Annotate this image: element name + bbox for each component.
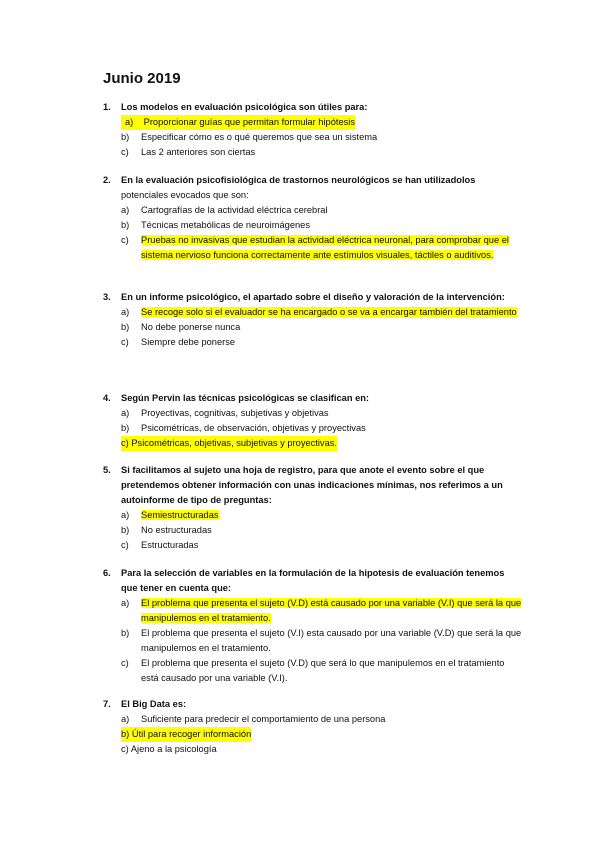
option-b (103, 626, 523, 656)
option-letter: b) (121, 220, 130, 230)
option-letter: a) (121, 205, 130, 215)
option-letter: a) (121, 307, 130, 317)
option-letter: c) (121, 147, 129, 157)
question-text: Si facilitamos al sujeto una hoja de registro, para que anote el evento sobre el que pretendemos obtener información con unas indicaciones mínimas, nos referimos a un autoinforme de tipo de preguntas: (121, 465, 503, 505)
option-text: Se recoge solo si el evaluador se ha encargado o se va a encargar también del tratamiento (141, 307, 517, 317)
option-b (103, 320, 523, 335)
question-number: 2. (103, 175, 111, 185)
question-1 (103, 100, 523, 160)
option-a (103, 203, 523, 218)
option-text: Siempre debe ponerse (141, 337, 236, 347)
option-letter: b) (121, 628, 130, 638)
question-3 (103, 290, 523, 350)
option-c (103, 656, 523, 686)
option-b (103, 130, 523, 145)
option-text: No estructuradas (141, 525, 212, 535)
option-c (103, 742, 523, 757)
option-text: El problema que presenta el sujeto (V.D) que será lo que manipulemos en el tratamiento está causado por una variable (V.I). (141, 658, 505, 683)
question-text: En la evaluación psicofisiológica de trastornos neurológicos se han utilizadolos (121, 175, 476, 185)
option-c (103, 145, 523, 160)
option-letter: c) (121, 438, 129, 448)
question-2 (103, 173, 523, 263)
option-text: Las 2 anteriores son ciertas (141, 147, 256, 157)
option-text: Pruebas no invasivas que estudian la actividad eléctrica neuronal, para comprobar que el sistema nervioso funciona correctamente ante estímulos visuales, táctiles o auditivos. (141, 235, 509, 260)
option-letter: a) (121, 714, 130, 724)
option-letter: c) (121, 540, 129, 550)
option-letter: c) (121, 658, 129, 668)
option-letter: a) (121, 408, 130, 418)
option-letter: b) (121, 132, 130, 142)
question-number: 5. (103, 465, 111, 475)
option-text: Proyectivas, cognitivas, subjetivas y objetivas (141, 408, 329, 418)
page-title: Junio 2019 (103, 70, 181, 87)
option-text: Suficiente para predecir el comportamiento de una persona (141, 714, 386, 724)
option-letter: c) (121, 235, 129, 245)
question-number: 3. (103, 292, 111, 302)
option-a (103, 712, 523, 727)
option-text: Cartografías de la actividad eléctrica cerebral (141, 205, 328, 215)
option-text: No debe ponerse nunca (141, 322, 241, 332)
option-text: Ajeno a la psicología (130, 744, 217, 754)
option-text: Útil para recoger información (131, 729, 252, 739)
option-text: Semiestructuradas (141, 510, 219, 520)
question-number: 4. (103, 393, 111, 403)
option-text: El problema que presenta el sujeto (V.D) está causado por una variable (V.I) que será la que manipulemos en el tratamiento. (141, 598, 522, 623)
option-letter: a) (121, 510, 130, 520)
question-text-continued: potenciales evocados que son: (121, 190, 249, 200)
option-letter: c) (121, 744, 129, 754)
option-c (103, 538, 523, 553)
option-text: Técnicas metabólicas de neuroimágenes (141, 220, 310, 230)
option-c (103, 233, 523, 263)
option-b (103, 218, 523, 233)
question-text: Los modelos en evaluación psicológica son útiles para: (121, 102, 368, 112)
option-a (103, 406, 523, 421)
option-c (103, 436, 523, 451)
option-letter: b) (121, 423, 130, 433)
option-letter: b) (121, 322, 130, 332)
option-letter: a) (121, 598, 130, 608)
option-letter: a) (125, 117, 134, 127)
question-4 (103, 391, 523, 451)
option-a (103, 305, 523, 320)
option-a (103, 508, 523, 523)
option-c (103, 335, 523, 350)
question-6 (103, 566, 523, 686)
option-b (103, 523, 523, 538)
question-text: En un informe psicológico, el apartado sobre el diseño y valoración de la intervención: (121, 292, 505, 302)
option-text: Psicométricas, objetivas, subjetivas y proyectivas. (131, 438, 337, 448)
question-number: 1. (103, 102, 111, 112)
option-b (103, 727, 523, 742)
question-text: El Big Data es: (121, 699, 187, 709)
option-text: Especificar cómo es o qué queremos que sea un sistema (141, 132, 378, 142)
question-7 (103, 697, 523, 757)
option-letter: b) (121, 729, 130, 739)
question-number: 6. (103, 568, 111, 578)
question-text: Según Pervin las técnicas psicológicas se clasifican en: (121, 393, 370, 403)
option-letter: b) (121, 525, 130, 535)
question-5 (103, 463, 523, 553)
option-b (103, 421, 523, 436)
question-text: Para la selección de variables en la formulación de la hipotesis de evaluación tenemos que tener en cuenta que: (121, 568, 505, 593)
question-number: 7. (103, 699, 111, 709)
option-text: Estructuradas (141, 540, 199, 550)
option-a (103, 115, 523, 130)
option-text: Proporcionar guías que permitan formular hipótesis (143, 117, 355, 127)
option-text: El problema que presenta el sujeto (V.I) esta causado por una variable (V.D) que será la que manipulemos en el tratamiento. (141, 628, 522, 653)
option-a (103, 596, 523, 626)
option-letter: c) (121, 337, 129, 347)
option-text: Psicométricas, de observación, objetivas y proyectivas (141, 423, 366, 433)
